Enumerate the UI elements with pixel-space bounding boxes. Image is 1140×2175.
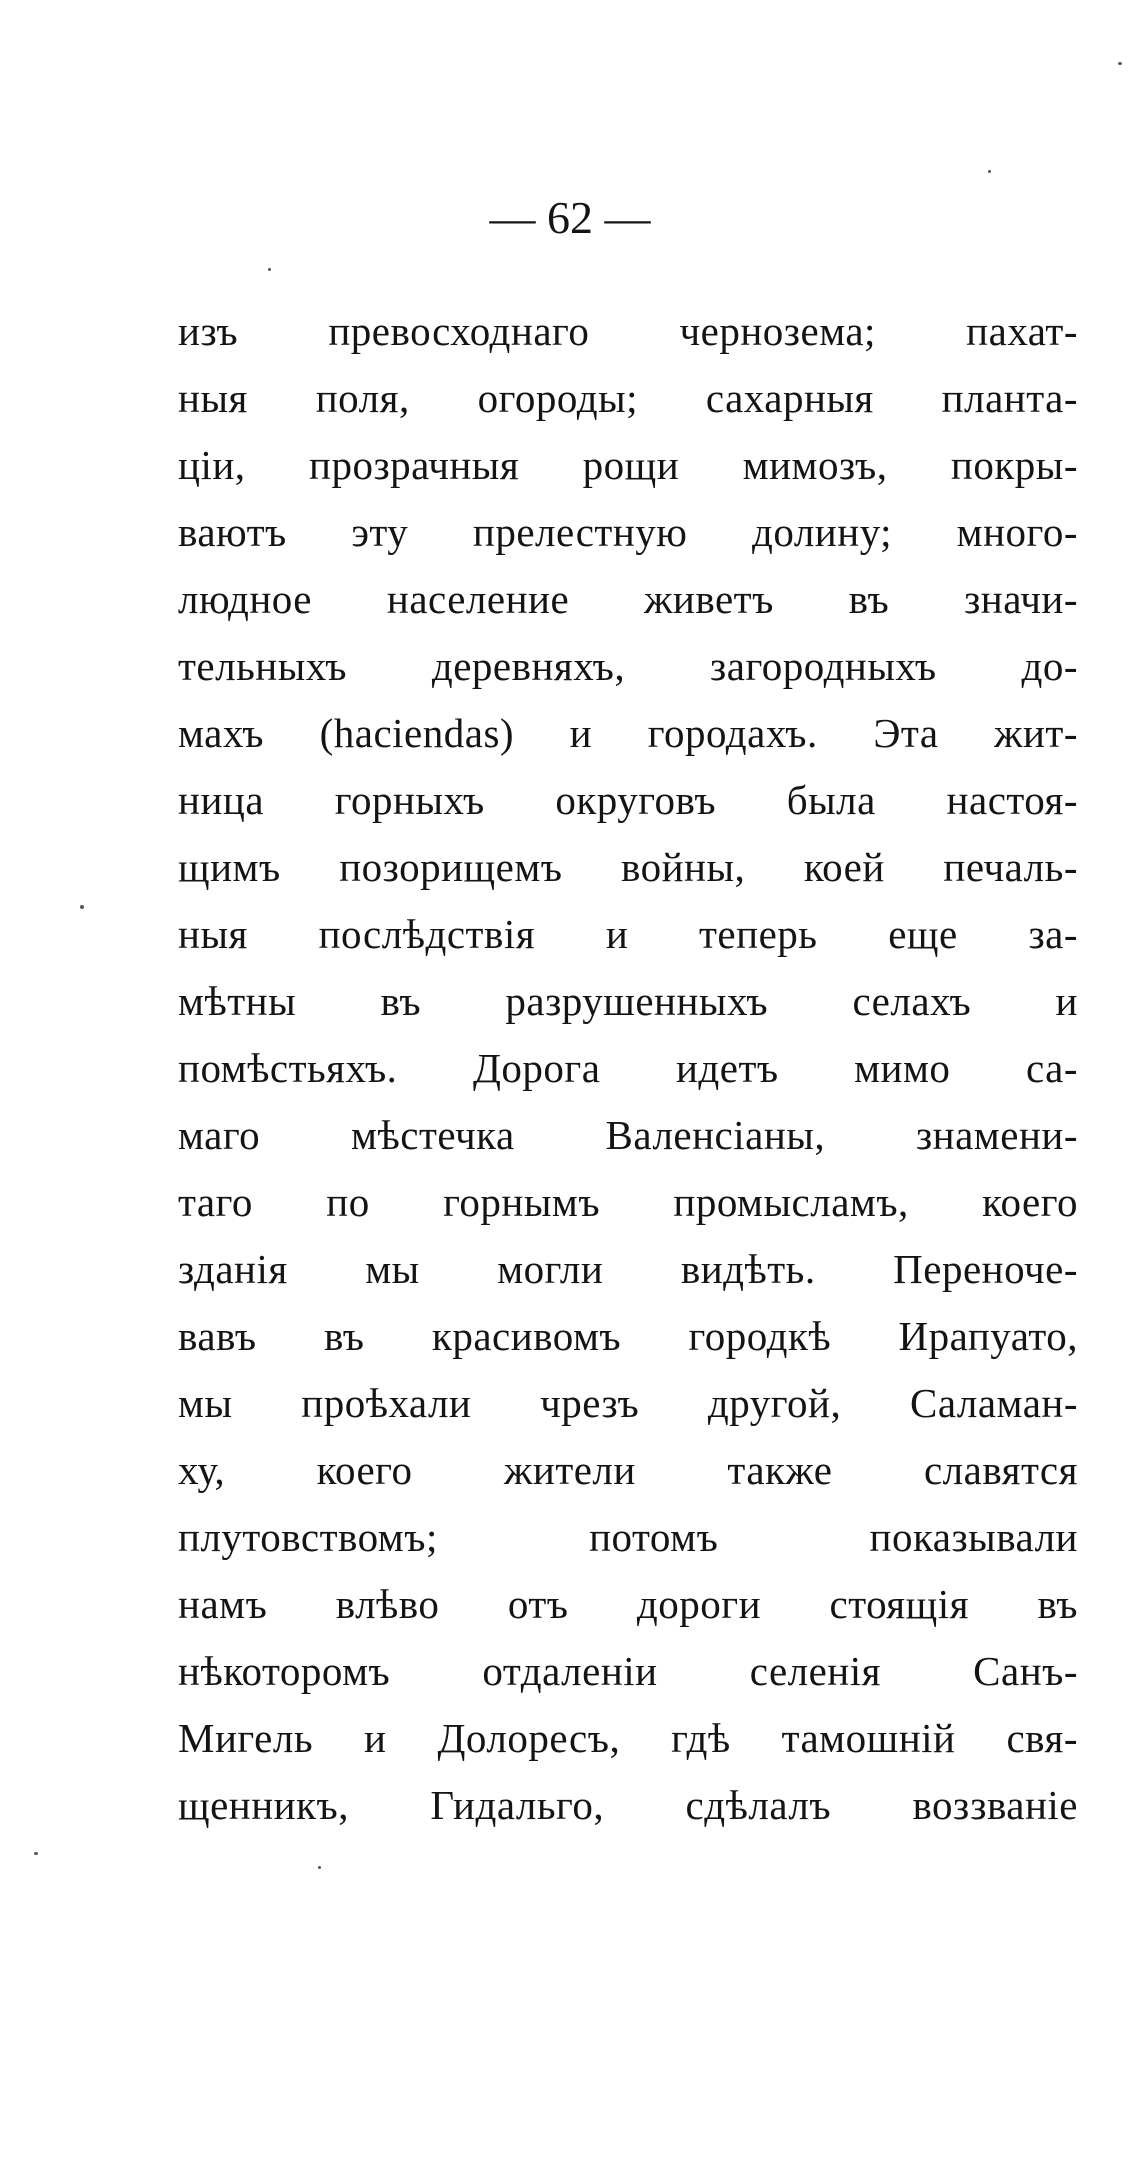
text-line: мѣтны въ разрушенныхъ селахъ и (178, 978, 1078, 1024)
scan-speck (268, 268, 271, 271)
scan-speck (1118, 62, 1122, 65)
text-line: нѣкоторомъ отдаленіи селенія Санъ- (178, 1648, 1078, 1694)
text-line: тельныхъ деревняхъ, загородныхъ до- (178, 643, 1078, 689)
text-line: ваютъ эту прелестную долину; много- (178, 509, 1078, 555)
scan-speck (34, 1852, 38, 1855)
text-line: намъ влѣво отъ дороги стоящія въ (178, 1581, 1078, 1627)
scan-speck (988, 170, 991, 173)
page-number: — 62 — (489, 192, 651, 243)
text-line: ныя поля, огороды; сахарныя планта- (178, 375, 1078, 421)
text-line: щенникъ, Гидальго, сдѣлалъ воззваніе (178, 1782, 1078, 1828)
scan-speck (80, 905, 84, 909)
text-line: вавъ въ красивомъ городкѣ Ирапуато, (178, 1313, 1078, 1359)
text-line: плутовствомъ; потомъ показывали (178, 1514, 1078, 1560)
text-line: щимъ позорищемъ войны, коей печаль- (178, 844, 1078, 890)
text-line: мы проѣхали чрезъ другой, Саламан- (178, 1380, 1078, 1426)
text-line: Мигель и Долоресъ, гдѣ тамошній свя- (178, 1715, 1078, 1761)
scan-speck (318, 1866, 321, 1869)
text-line: махъ (haciendas) и городахъ. Эта жит- (178, 710, 1078, 756)
text-line: ціи, прозрачныя рощи мимозъ, покры- (178, 442, 1078, 488)
text-line: маго мѣстечка Валенсіаны, знамени- (178, 1112, 1078, 1158)
text-line: помѣстьяхъ. Дорога идетъ мимо са- (178, 1045, 1078, 1091)
text-line: изъ превосходнаго чернозема; пахат- (178, 308, 1078, 354)
text-line: ница горныхъ округовъ была настоя- (178, 777, 1078, 823)
text-line: ныя послѣдствія и теперь еще за- (178, 911, 1078, 957)
body-text (178, 298, 1078, 1839)
text-line: зданія мы могли видѣть. Переноче- (178, 1246, 1078, 1292)
text-line: людное население живетъ въ значи- (178, 576, 1078, 622)
text-line: таго по горнымъ промысламъ, коего (178, 1179, 1078, 1225)
text-line: ху, коего жители также славятся (178, 1447, 1078, 1493)
